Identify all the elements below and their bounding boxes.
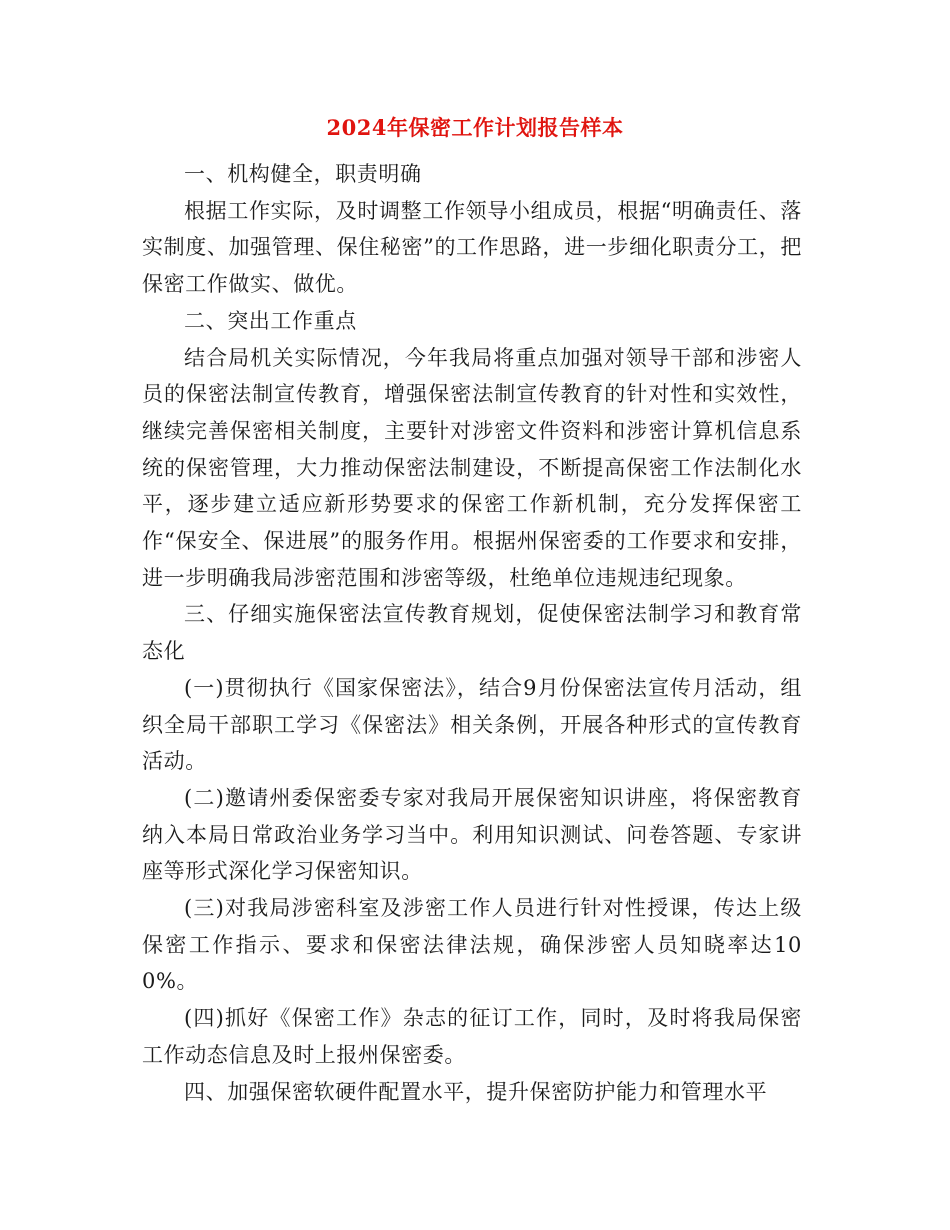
list-item: (四)抓好《保密工作》杂志的征订工作，同时，及时将我局保密工作动态信息及时上报州保密委。 [142,1006,802,1067]
body-paragraph: 根据工作实际，及时调整工作领导小组成员，根据“明确责任、落实制度、加强管理、保住秘密”的工作思路，进一步细化职责分工，把保密工作做实、做优。 [142,198,802,297]
list-item: (三)对我局涉密科室及涉密工作人员进行针对性授课，传达上级保密工作指示、要求和保密法律法规，确保涉密人员知晓率达100%。 [142,896,802,994]
document-body [142,156,802,1110]
document-title: 2024年保密工作计划报告样本 [326,115,624,140]
list-item: (一)贯彻执行《国家保密法》，结合9月份保密法宣传月活动，组织全局干部职工学习《保密法》相关条例，开展各种形式的宣传教育活动。 [142,675,802,774]
section-heading-1: 一、机构健全，职责明确 [184,162,422,186]
section-heading-3: 三、仔细实施保密法宣传教育规划，促使保密法制学习和教育常态化 [142,602,802,664]
body-paragraph: 结合局机关实际情况，今年我局将重点加强对领导干部和涉密人员的保密法制宣传教育，增强保密法制宣传教育的针对性和实效性，继续完善保密相关制度，主要针对涉密文件资料和涉密计算机信息系统的保密管理，大力推动保密法制建设，不断提高保密工作法制化水平，逐步建立适应新形势要求的保密工作新机制，充分发挥保密工作“保安全、保进展”的服务作用。根据州保密委的工作要求和安排，进一步明确我局涉密范围和涉密等级，杜绝单位违规违纪现象。 [142,345,802,590]
list-item: (二)邀请州委保密委专家对我局开展保密知识讲座，将保密教育纳入本局日常政治业务学习当中。利用知识测试、问卷答题、专家讲座等形式深化学习保密知识。 [142,785,802,884]
section-heading-2: 二、突出工作重点 [184,308,357,333]
section-heading-4: 四、加强保密软硬件配置水平，提升保密防护能力和管理水平 [184,1079,768,1104]
